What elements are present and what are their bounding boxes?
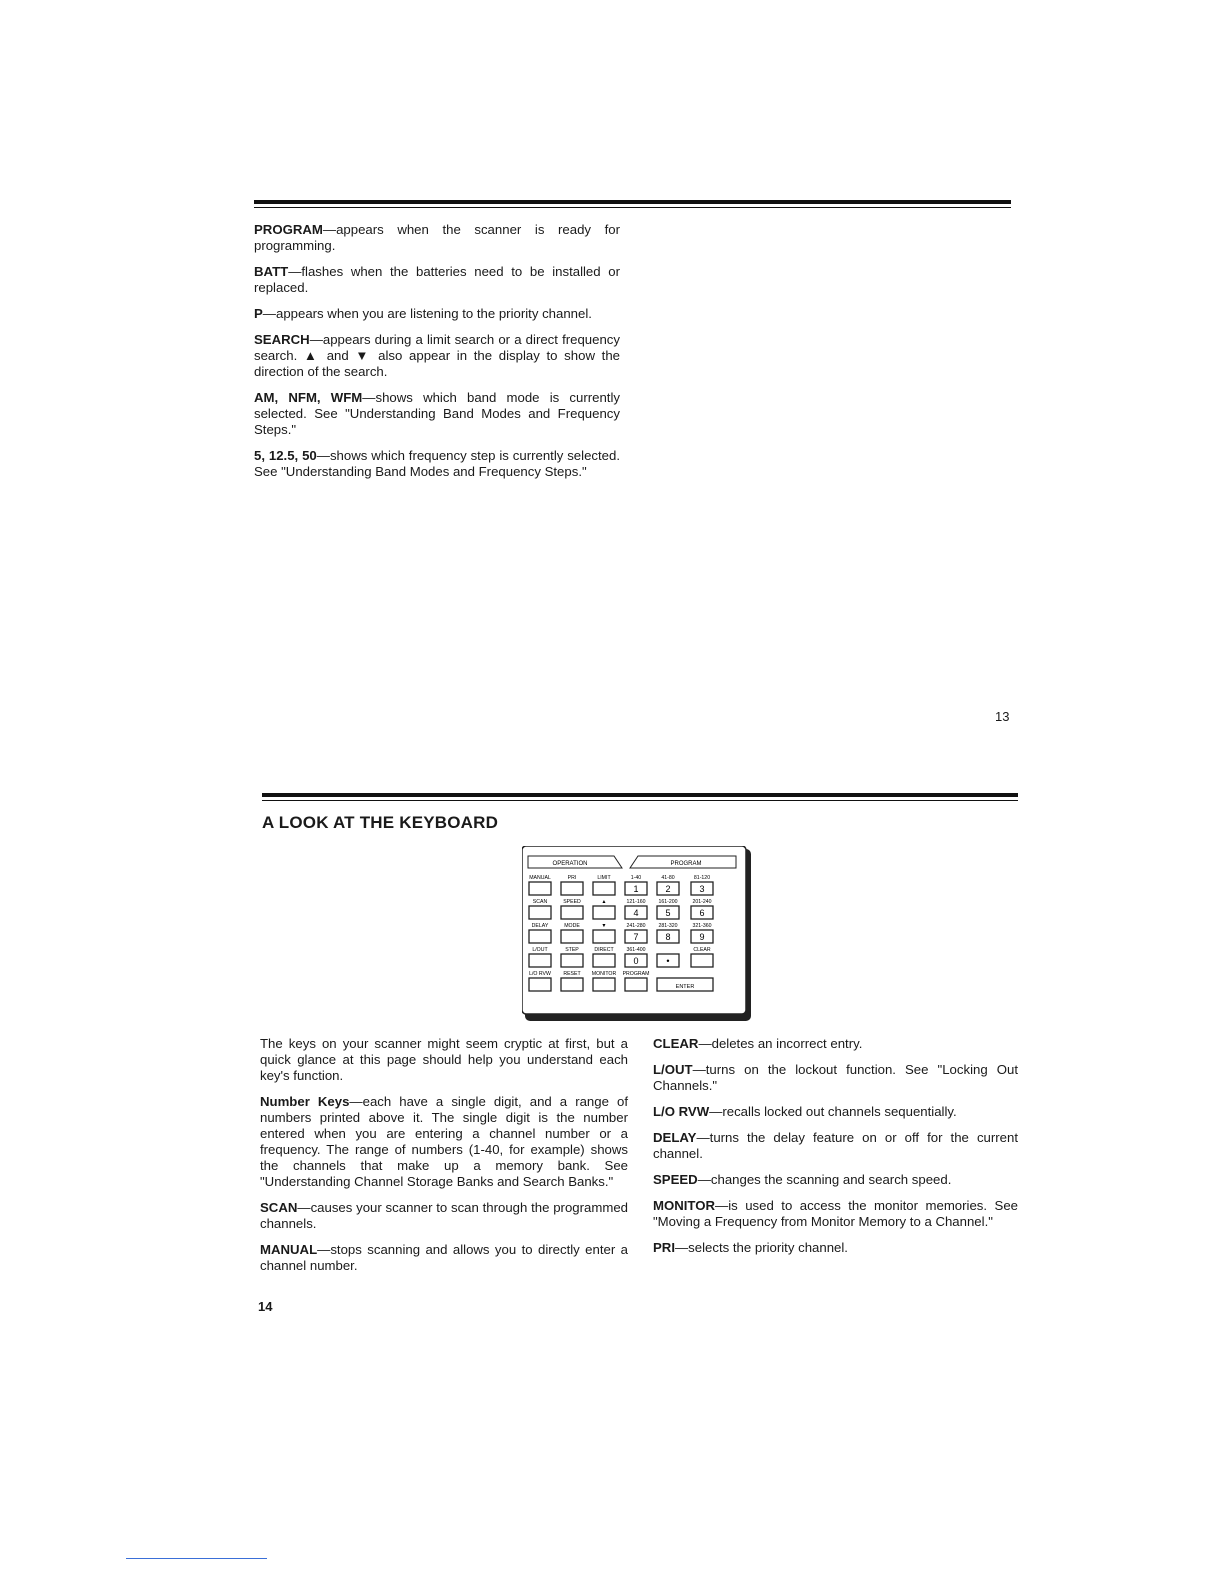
key-glyph: 1 [633, 884, 639, 894]
key [529, 906, 551, 919]
key [561, 930, 583, 943]
key-label: ▲ [601, 899, 607, 905]
key [529, 978, 551, 991]
entry-p: P—appears when you are listening to the priority channel. [254, 306, 592, 321]
key-label: 81-120 [693, 875, 711, 881]
key-label: 201-240 [692, 899, 712, 905]
key-label: 121-160 [626, 899, 646, 905]
key [593, 906, 615, 919]
key-glyph: 6 [699, 908, 705, 918]
key-glyph: 9 [699, 932, 705, 942]
key-label: 41-80 [661, 875, 675, 881]
tab-operation-label: OPERATION [552, 861, 588, 867]
key [561, 882, 583, 895]
key-label: 281-320 [658, 923, 678, 929]
page-heading: A LOOK AT THE KEYBOARD [262, 813, 499, 832]
page-number-14: 14 [258, 1299, 273, 1314]
key-glyph: 3 [699, 884, 705, 894]
key [561, 906, 583, 919]
top-rule-thin [254, 207, 1011, 208]
key [625, 978, 647, 991]
key-label: SCAN [532, 899, 548, 905]
top-rule [254, 200, 1011, 204]
key-glyph: • [666, 956, 670, 966]
key-glyph: 2 [665, 884, 671, 894]
key-label: 361-400 [626, 947, 646, 953]
intro-text: The keys on your scanner might seem cryptic at first, but a quick glance at this page should help you understand each key's function. [260, 1036, 628, 1083]
key-label: DIRECT [594, 947, 614, 953]
key-label: MONITOR [591, 971, 617, 977]
entry-manual: MANUAL—stops scanning and allows you to directly enter a channel number. [260, 1242, 628, 1273]
key-label: L/O RVW [529, 971, 551, 977]
tab-program-label: PROGRAM [670, 861, 702, 867]
key-glyph: 0 [633, 956, 639, 966]
entry-delay: DELAY—turns the delay feature on or off for the current channel. [653, 1130, 1018, 1161]
key-label: MANUAL [529, 875, 551, 881]
key [593, 954, 615, 967]
key [529, 930, 551, 943]
bottom-rule-thin [262, 800, 1018, 801]
key [561, 978, 583, 991]
key [691, 954, 713, 967]
entry-pri: PRI—selects the priority channel. [653, 1240, 848, 1255]
entry-lout: L/OUT—turns on the lockout function. See "Locking Out Channels." [653, 1062, 1018, 1093]
key [529, 882, 551, 895]
key [561, 954, 583, 967]
entry-band-modes: AM, NFM, WFM—shows which band mode is currently selected. See "Understanding Band Modes and Frequency Steps." [254, 390, 620, 437]
bottom-rule [262, 793, 1018, 797]
top-column [254, 222, 620, 490]
key-glyph: 7 [633, 932, 639, 942]
key-label: RESET [563, 971, 581, 977]
entry-program: PROGRAM—appears when the scanner is ready for programming. [254, 222, 620, 253]
entry-monitor: MONITOR—is used to access the monitor memories. See "Moving a Frequency from Monitor Memory to a Channel." [653, 1198, 1018, 1229]
entry-scan: SCAN—causes your scanner to scan through the programmed channels. [260, 1200, 628, 1231]
key-label: CLEAR [693, 947, 711, 953]
key [593, 978, 615, 991]
key-label: L/OUT [532, 947, 548, 953]
bottom-right-column [653, 1036, 1018, 1266]
key-label: STEP [565, 947, 579, 953]
key-label: SPEED [563, 899, 581, 905]
key-label: PRI [567, 875, 577, 881]
page-number-13: 13 [995, 709, 1010, 724]
key-label: LIMIT [597, 875, 611, 881]
bottom-left-column [260, 1036, 628, 1284]
entry-batt: BATT—flashes when the batteries need to be installed or replaced. [254, 264, 620, 295]
key-label: ▼ [601, 923, 607, 929]
key-glyph: 4 [633, 908, 639, 918]
key-label: MODE [564, 923, 580, 929]
entry-number-keys: Number Keys—each have a single digit, and a range of numbers printed above it. The single digit is the number entered when you are entering a channel number or a frequency. The range of numbers (1-40, for example) shows the channels that make up a memory bank. See "Understanding Channel Storage Banks and Search Banks." [260, 1094, 628, 1189]
key-label: 241-280 [626, 923, 646, 929]
key [529, 954, 551, 967]
entry-search: SEARCH—appears during a limit search or a direct frequency search. ▲ and ▼ also appear in the display to show the direction of the search. [254, 332, 620, 379]
entry-clear: CLEAR—deletes an incorrect entry. [653, 1036, 863, 1051]
key-glyph: 5 [665, 908, 671, 918]
footer-link-line [126, 1558, 267, 1559]
key-glyph: 8 [665, 932, 671, 942]
entry-speed: SPEED—changes the scanning and search speed. [653, 1172, 952, 1187]
key-label: PROGRAM [622, 971, 650, 977]
entry-lo-rvw: L/O RVW—recalls locked out channels sequentially. [653, 1104, 957, 1119]
key-label: 161-200 [658, 899, 678, 905]
key-label: DELAY [531, 923, 549, 929]
key [593, 930, 615, 943]
entry-frequency-steps: 5, 12.5, 50—shows which frequency step is currently selected. See "Understanding Band Modes and Frequency Steps." [254, 448, 620, 479]
key-label: 1-40 [630, 875, 642, 881]
key-label: 321-360 [692, 923, 712, 929]
keyboard-diagram [522, 846, 754, 1029]
keyboard-svg [522, 846, 754, 1024]
key-glyph: ENTER [675, 984, 695, 990]
key [593, 882, 615, 895]
